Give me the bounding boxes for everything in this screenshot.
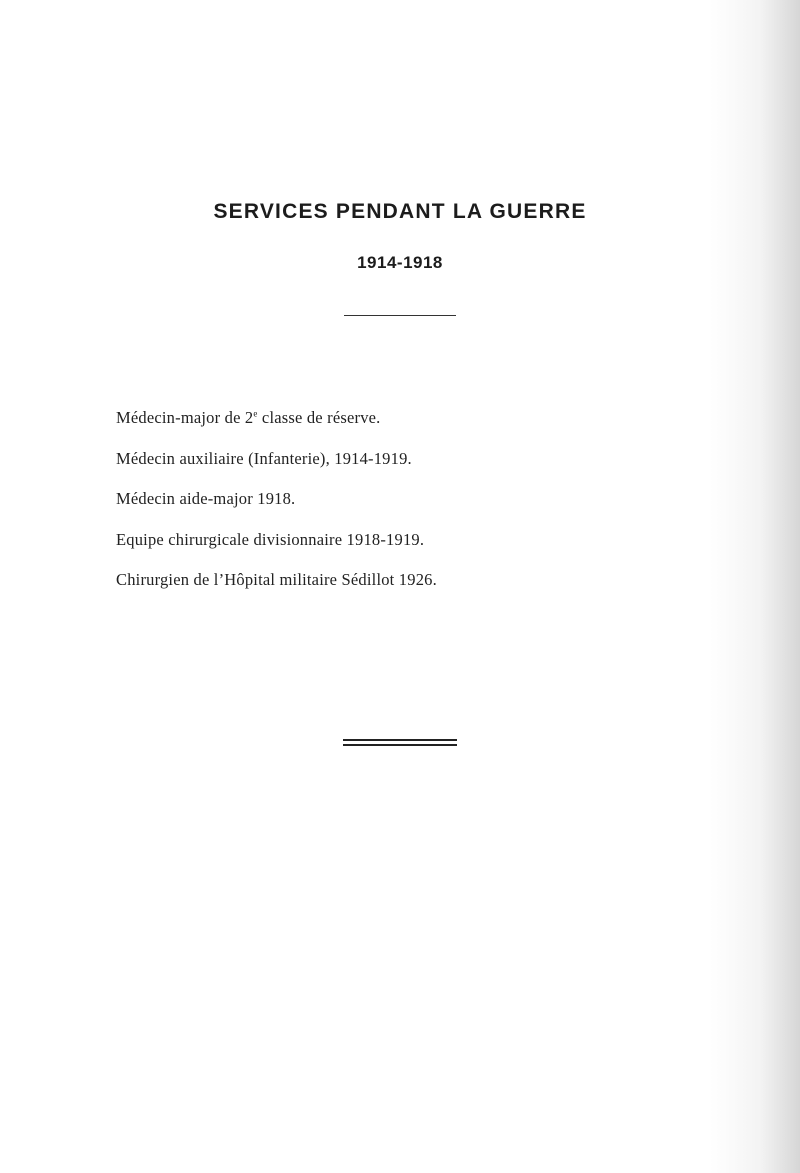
page-subtitle-years: 1914-1918: [357, 253, 443, 272]
page-edge-shadow: [710, 0, 800, 1173]
entry-text-start: Médecin-major de 2: [116, 408, 254, 427]
page-title: SERVICES PENDANT LA GUERRE: [213, 200, 587, 223]
entry-text-end: classe de réserve.: [257, 408, 381, 427]
service-entry: Equipe chirurgicale divisionnaire 1918-1919.: [116, 529, 425, 549]
service-entry: [116, 408, 716, 428]
end-double-rule: [343, 739, 457, 746]
service-entry: Médecin aide-major 1918.: [116, 489, 296, 508]
entry-superscript: e: [253, 408, 258, 419]
divider-rule: [344, 315, 456, 316]
service-entry: Chirurgien de l’Hôpital militaire Sédillot 1926.: [116, 570, 437, 589]
service-entry: Médecin auxiliaire (Infanterie), 1914-1919.: [116, 448, 412, 468]
service-list: [116, 408, 716, 611]
